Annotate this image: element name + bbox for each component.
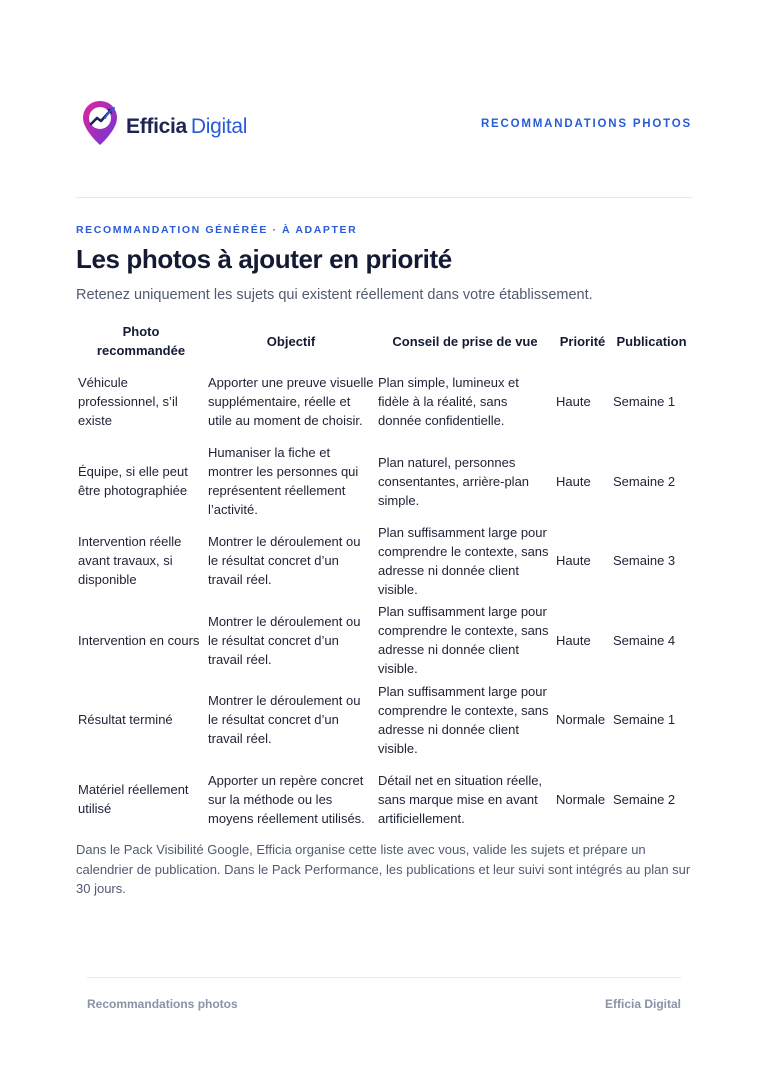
cell-photo: Matériel réellement utilisé <box>78 782 189 817</box>
cell-objective: Apporter une preuve visuelle supplémentaire, réelle et utile au moment de choisir. <box>208 375 374 429</box>
page-header <box>76 98 692 150</box>
column-header: Publication <box>616 333 687 349</box>
page-title: Les photos à ajouter en priorité <box>76 244 452 274</box>
column-header: Conseil de prise de vue <box>392 333 538 349</box>
header-divider <box>76 197 692 198</box>
section-eyebrow: RECOMMANDATION GÉNÉRÉE · À ADAPTER <box>76 224 358 236</box>
cell-publication: Semaine 4 <box>613 632 676 648</box>
pack-note: Dans le Pack Visibilité Google, Efficia organise cette liste avec vous, valide les sujets et prépare un calendrier de publication. Dans le Pack Performance, les publications et leur suivi sont intégrés au plan sur 30 jours. <box>76 842 691 896</box>
cell-priority: Haute <box>556 632 591 648</box>
table-row <box>76 362 692 442</box>
cell-objective: Montrer le déroulement ou le résultat concret d’un travail réel. <box>208 613 361 667</box>
table-row <box>76 601 692 681</box>
recommendation-table <box>76 320 692 839</box>
header-tag: RECOMMANDATIONS PHOTOS <box>480 118 692 130</box>
footer-divider <box>87 977 681 978</box>
brand-name-light: Digital <box>190 115 248 138</box>
page-subtitle: Retenez uniquement les sujets qui existent réellement dans votre établissement. <box>76 287 593 303</box>
cell-objective: Humaniser la fiche et montrer les personnes qui représentent réellement l’activité. <box>208 445 359 518</box>
table-row <box>76 521 692 601</box>
table-row <box>76 680 692 760</box>
brand-name-bold: Efficia <box>126 115 187 138</box>
cell-publication: Semaine 3 <box>613 553 676 569</box>
table-header-row <box>76 320 692 362</box>
brand-name <box>126 115 247 139</box>
cell-publication: Semaine 1 <box>613 394 676 410</box>
location-pin-chart-icon <box>80 99 120 147</box>
cell-photo: Intervention en cours <box>78 632 200 648</box>
column-header: Photo recommandée <box>96 324 186 358</box>
cell-advice: Détail net en situation réelle, sans marque mise en avant artificiellement. <box>378 772 543 826</box>
cell-advice: Plan simple, lumineux et fidèle à la réalité, sans donnée confidentielle. <box>378 375 519 429</box>
cell-photo: Intervention réelle avant travaux, si disponible <box>78 534 182 588</box>
cell-priority: Haute <box>556 553 591 569</box>
cell-photo: Véhicule professionnel, s’il existe <box>78 375 178 429</box>
cell-priority: Haute <box>556 473 591 489</box>
cell-priority: Haute <box>556 394 591 410</box>
table-row <box>76 760 692 840</box>
cell-publication: Semaine 1 <box>613 712 676 728</box>
column-header: Priorité <box>559 333 606 349</box>
footer-section-label: Recommandations photos <box>87 997 238 1011</box>
cell-objective: Apporter un repère concret sur la méthode ou les moyens réellement utilisés. <box>208 772 365 826</box>
footer-brand: Efficia Digital <box>604 997 681 1011</box>
cell-priority: Normale <box>556 791 606 807</box>
cell-priority: Normale <box>556 712 606 728</box>
column-header: Objectif <box>266 333 316 349</box>
cell-objective: Montrer le déroulement ou le résultat concret d’un travail réel. <box>208 693 361 747</box>
cell-advice: Plan suffisamment large pour comprendre le contexte, sans adresse ni donnée client visible. <box>378 604 549 677</box>
cell-advice: Plan suffisamment large pour comprendre le contexte, sans adresse ni donnée client visible. <box>378 683 549 756</box>
brand-logo <box>80 98 260 150</box>
cell-photo: Équipe, si elle peut être photographiée <box>78 464 188 499</box>
cell-advice: Plan naturel, personnes consentantes, arrière-plan simple. <box>378 454 530 508</box>
cell-publication: Semaine 2 <box>613 473 676 489</box>
table-row <box>76 442 692 522</box>
cell-photo: Résultat terminé <box>78 712 173 728</box>
cell-publication: Semaine 2 <box>613 791 676 807</box>
cell-advice: Plan suffisamment large pour comprendre le contexte, sans adresse ni donnée client visible. <box>378 524 549 597</box>
cell-objective: Montrer le déroulement ou le résultat concret d’un travail réel. <box>208 534 361 588</box>
